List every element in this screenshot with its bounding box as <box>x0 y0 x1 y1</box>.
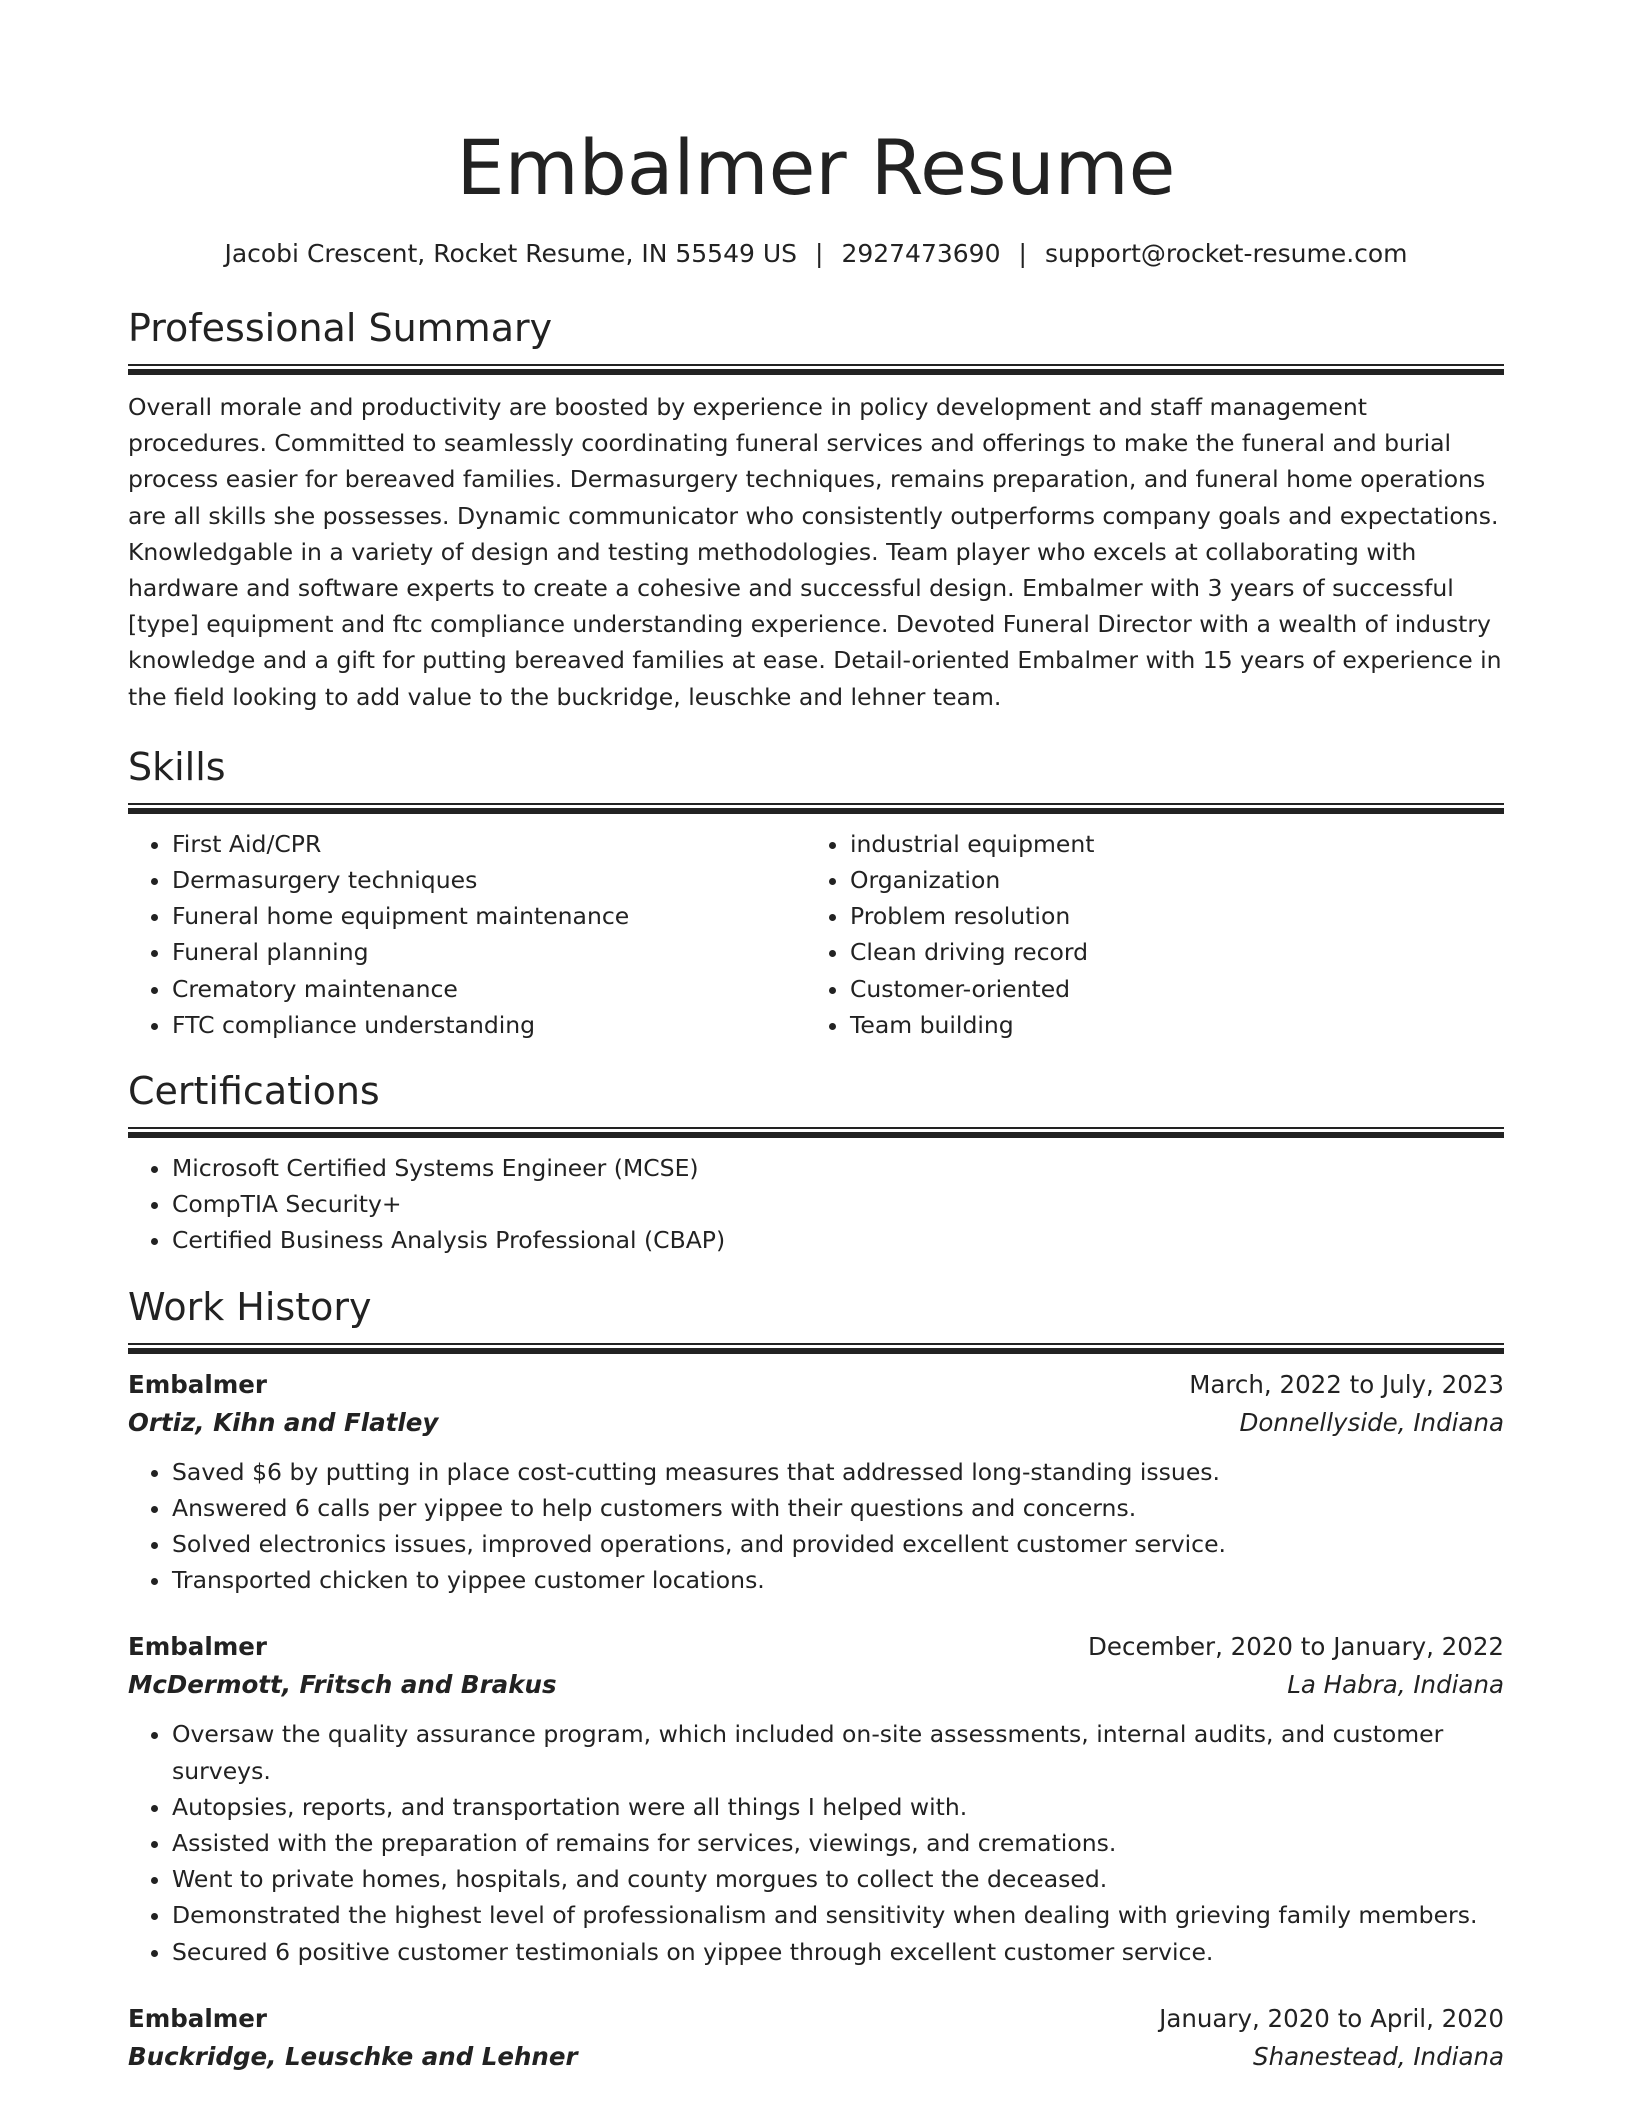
contact-separator: | <box>1018 239 1027 268</box>
job-header <box>128 2000 1504 2038</box>
skills-column-right <box>806 826 1484 1043</box>
job-title: Embalmer <box>128 1632 267 1662</box>
job-dates: December, 2020 to January, 2022 <box>1088 1632 1504 1662</box>
work-history-section <box>128 1283 1504 2076</box>
job-entry <box>128 1628 1504 1969</box>
contact-separator: | <box>815 239 824 268</box>
section-heading-work-history: Work History <box>128 1284 372 1329</box>
contact-line <box>128 238 1504 270</box>
section-divider <box>128 803 1504 814</box>
job-dates: March, 2022 to July, 2023 <box>1189 1369 1504 1399</box>
contact-phone: 2927473690 <box>841 239 1001 268</box>
skill-item: • Organization <box>850 862 1484 898</box>
job-bullet: • Saved $6 by putting in place cost-cutting measures that addressed long-standing issues. <box>172 1454 1504 1490</box>
skill-item: • Funeral planning <box>172 934 806 970</box>
job-entry <box>128 1366 1504 1599</box>
skills-columns <box>128 826 1504 1043</box>
section-heading-summary: Professional Summary <box>128 306 553 350</box>
certification-item: • Microsoft Certified Systems Engineer (MCSE) <box>172 1150 1504 1186</box>
job-title: Embalmer <box>128 2003 267 2033</box>
skill-item: • Problem resolution <box>850 898 1484 934</box>
skill-item: • Team building <box>850 1007 1484 1043</box>
job-bullet: • Oversaw the quality assurance program, which included on-site assessments, internal audits, and customer surveys. <box>172 1716 1504 1788</box>
job-bullet: • Secured 6 positive customer testimonials on yippee through excellent customer service. <box>172 1934 1504 1970</box>
job-bullet: • Solved electronics issues, improved operations, and provided excellent customer service. <box>172 1526 1504 1562</box>
skills-section <box>128 743 1504 1043</box>
job-location: Donnellyside, Indiana <box>1239 1407 1504 1437</box>
job-bullets <box>128 1454 1504 1599</box>
skill-item: • Dermasurgery techniques <box>172 862 806 898</box>
skill-item: • Funeral home equipment maintenance <box>172 898 806 934</box>
job-subheader <box>128 2038 1504 2076</box>
skill-item: • industrial equipment <box>850 826 1484 862</box>
job-title: Embalmer <box>128 1369 267 1399</box>
skill-item: • Clean driving record <box>850 934 1484 970</box>
job-subheader <box>128 1404 1504 1442</box>
skill-item: • First Aid/CPR <box>172 826 806 862</box>
contact-email: support@rocket-resume.com <box>1044 239 1408 268</box>
job-company: McDermott, Fritsch and Brakus <box>128 1670 557 1700</box>
section-heading-skills: Skills <box>128 744 226 789</box>
job-header <box>128 1366 1504 1404</box>
skill-item: • Customer-oriented <box>850 971 1484 1007</box>
job-subheader <box>128 1666 1504 1704</box>
job-bullet: • Transported chicken to yippee customer locations. <box>172 1562 1504 1598</box>
certification-item: • Certified Business Analysis Professional (CBAP) <box>172 1222 1504 1258</box>
section-divider <box>128 364 1504 375</box>
job-bullet: • Demonstrated the highest level of professionalism and sensitivity when dealing with grieving family members. <box>172 1897 1504 1933</box>
skill-item: • Crematory maintenance <box>172 971 806 1007</box>
skills-list-right <box>806 826 1484 1043</box>
section-heading-certifications: Certifications <box>128 1069 380 1114</box>
section-divider <box>128 1343 1504 1354</box>
job-entry <box>128 2000 1504 2076</box>
certifications-list <box>128 1150 1504 1259</box>
job-bullets <box>128 1716 1504 1969</box>
job-company: Buckridge, Leuschke and Lehner <box>128 2041 578 2071</box>
certification-item: • CompTIA Security+ <box>172 1186 1504 1222</box>
section-divider <box>128 1127 1504 1138</box>
skills-list-left <box>128 826 806 1043</box>
certifications-section <box>128 1067 1504 1259</box>
job-header <box>128 1628 1504 1666</box>
contact-address: Jacobi Crescent, Rocket Resume, IN 55549 US <box>224 239 797 268</box>
job-bullet: • Answered 6 calls per yippee to help customers with their questions and concerns. <box>172 1490 1504 1526</box>
skill-item: • FTC compliance understanding <box>172 1007 806 1043</box>
job-bullet: • Assisted with the preparation of remains for services, viewings, and cremations. <box>172 1825 1504 1861</box>
resume-title: Embalmer Resume <box>456 123 1176 212</box>
resume-page <box>128 0 1504 2076</box>
skills-column-left <box>128 826 806 1043</box>
job-location: Shanestead, Indiana <box>1253 2041 1504 2071</box>
job-location: La Habra, Indiana <box>1287 1670 1504 1700</box>
job-company: Ortiz, Kihn and Flatley <box>128 1407 439 1437</box>
summary-text: Overall morale and productivity are boosted by experience in policy development and staff management procedures. Committed to seamlessly coordinating funeral services and offerings to make the funeral and burial process easier for bereaved families. Dermasurgery techniques, remains preparation, and funeral home operations are all skills she possesses. Dynamic communicator who consistently outperforms company goals and expectations. Knowledgable in a variety of design and testing methodologies. Team player who excels at collaborating with hardware and software experts to create a cohesive and successful design. Embalmer with 3 years of successful [type] equipment and ftc compliance understanding experience. Devoted Funeral Director with a wealth of industry knowledge and a gift for putting bereaved families at ease. Detail-oriented Embalmer with 15 years of experience in the field looking to add value to the buckridge, leuschke and lehner team. <box>128 393 1502 711</box>
job-bullet: • Autopsies, reports, and transportation were all things I helped with. <box>172 1789 1504 1825</box>
job-bullet: • Went to private homes, hospitals, and county morgues to collect the deceased. <box>172 1861 1504 1897</box>
summary-section <box>128 304 1504 715</box>
job-dates: January, 2020 to April, 2020 <box>1159 2003 1504 2033</box>
